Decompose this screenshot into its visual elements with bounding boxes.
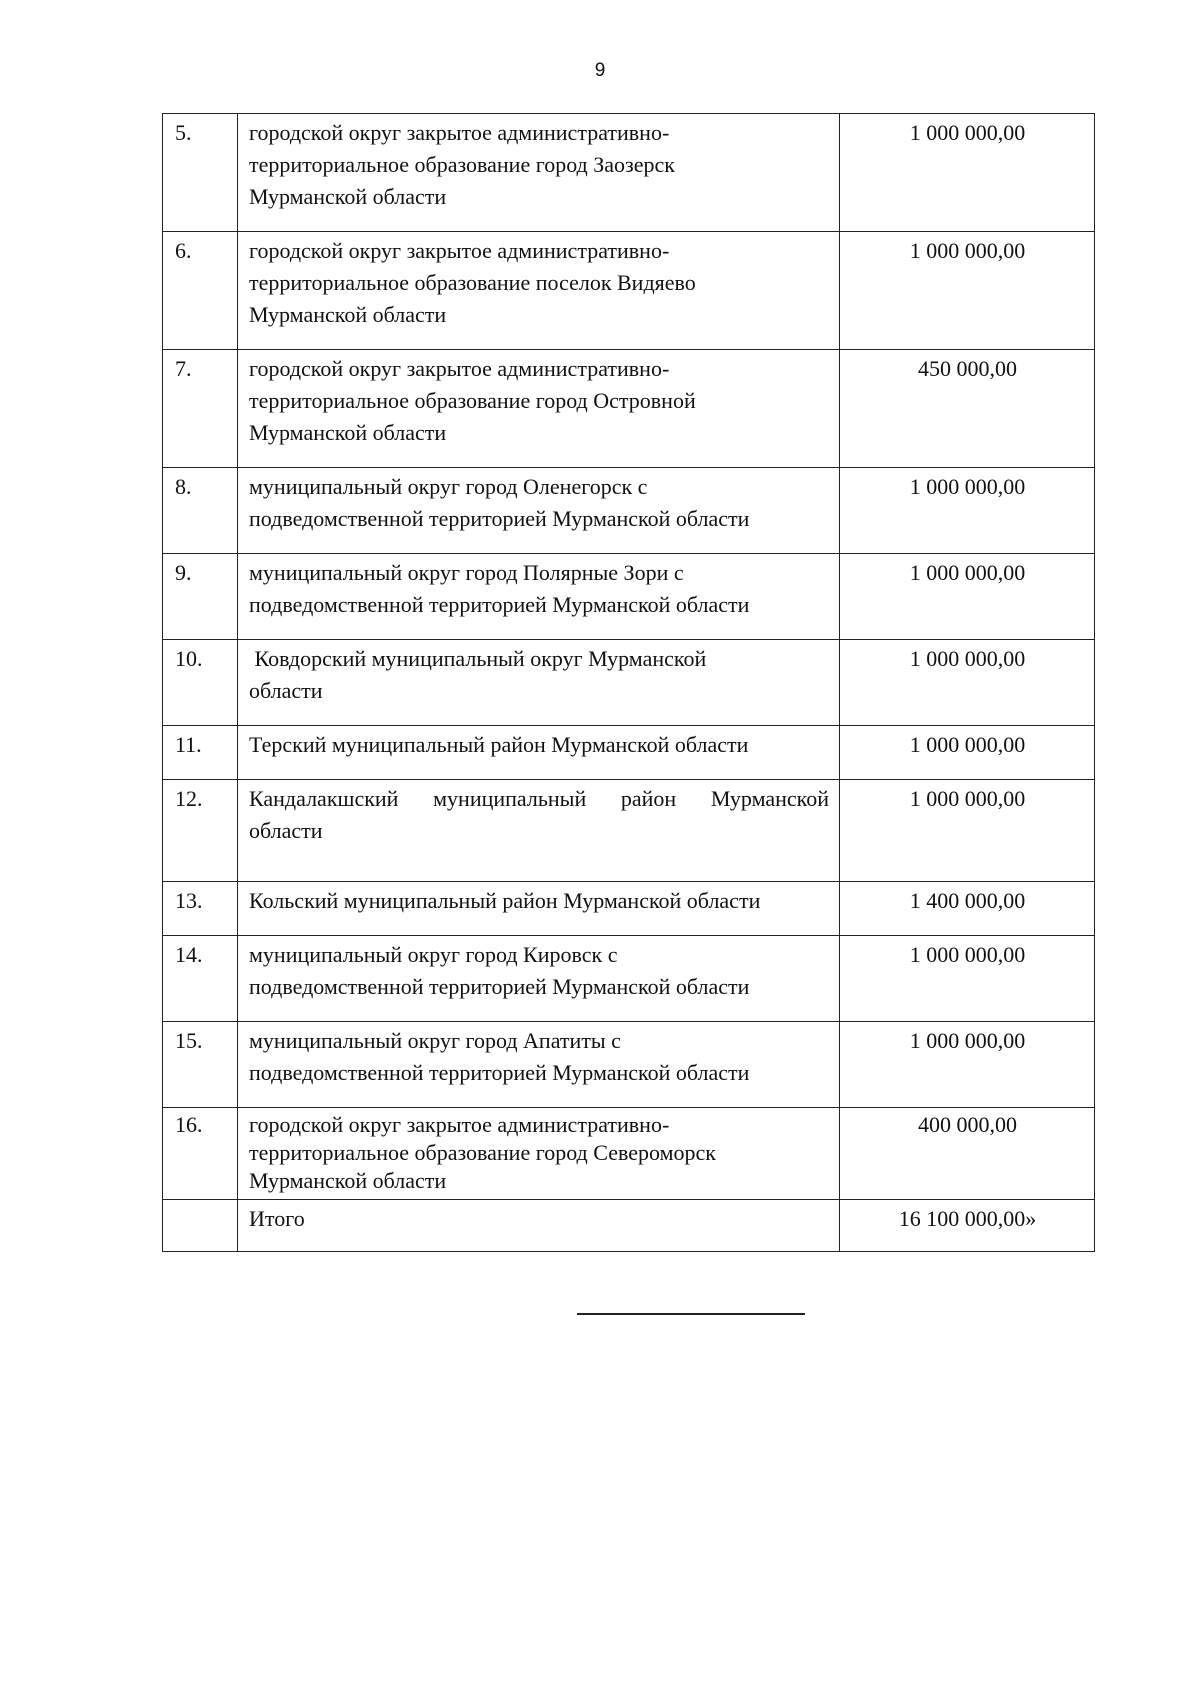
- row-number: 9.: [163, 554, 238, 640]
- table-row: [163, 780, 1095, 882]
- name-line: Мурманской области: [249, 184, 447, 209]
- table-row: [163, 350, 1095, 468]
- municipality-name: [238, 882, 840, 936]
- name-line: подведомственной территорией Мурманской области: [249, 506, 750, 531]
- municipality-name: [238, 640, 840, 726]
- table-row: [163, 936, 1095, 1022]
- name-line: Мурманской области: [249, 1168, 447, 1193]
- row-number: 6.: [163, 232, 238, 350]
- municipality-name: [238, 936, 840, 1022]
- table-row: [163, 114, 1095, 232]
- row-number: 8.: [163, 468, 238, 554]
- amount: 1 000 000,00: [840, 726, 1095, 780]
- name-line: территориальное образование поселок Видяево: [249, 270, 696, 295]
- table-row: [163, 468, 1095, 554]
- name-line: подведомственной территорией Мурманской области: [249, 592, 750, 617]
- amount: 400 000,00: [840, 1108, 1095, 1200]
- name-line: Мурманской области: [249, 420, 447, 445]
- amount: 1 000 000,00: [840, 936, 1095, 1022]
- row-number: 11.: [163, 726, 238, 780]
- total-row: [163, 1200, 1095, 1252]
- table-row: [163, 232, 1095, 350]
- municipality-name: [238, 350, 840, 468]
- row-number: 14.: [163, 936, 238, 1022]
- municipality-name: [238, 1022, 840, 1108]
- municipality-name: [238, 1108, 840, 1200]
- name-line: городской округ закрытое административно-: [249, 120, 670, 145]
- name-line: городской округ закрытое административно-: [249, 356, 670, 381]
- amount: 1 000 000,00: [840, 554, 1095, 640]
- municipality-name: [238, 114, 840, 232]
- name-line: муниципальный округ город Апатиты с: [249, 1028, 621, 1053]
- name-line: территориальное образование город Заозерск: [249, 152, 675, 177]
- table-row: [163, 1022, 1095, 1108]
- allocation-table: [162, 113, 1095, 1252]
- municipality-name: [238, 232, 840, 350]
- table-row: [163, 640, 1095, 726]
- total-label: Итого: [238, 1200, 840, 1252]
- name-line: области: [249, 678, 323, 703]
- total-amount: 16 100 000,00»: [840, 1200, 1095, 1252]
- row-number: 15.: [163, 1022, 238, 1108]
- name-line: Ковдорский муниципальный округ Мурманской: [249, 646, 707, 671]
- name-line: городской округ закрытое административно-: [249, 1112, 670, 1137]
- name-line: городской округ закрытое административно-: [249, 238, 670, 263]
- amount: 1 000 000,00: [840, 468, 1095, 554]
- table-row: [163, 882, 1095, 936]
- name-line: муниципальный округ город Оленегорск с: [249, 474, 648, 499]
- row-number: 13.: [163, 882, 238, 936]
- row-number: 12.: [163, 780, 238, 882]
- row-number: 5.: [163, 114, 238, 232]
- municipality-name: [238, 554, 840, 640]
- name-line: территориальное образование город Североморск: [249, 1140, 716, 1165]
- amount: 1 400 000,00: [840, 882, 1095, 936]
- table-row: [163, 554, 1095, 640]
- name-line: подведомственной территорией Мурманской области: [249, 1060, 750, 1085]
- name-line: области: [249, 818, 323, 843]
- amount: 450 000,00: [840, 350, 1095, 468]
- amount: 1 000 000,00: [840, 232, 1095, 350]
- row-number: 7.: [163, 350, 238, 468]
- municipality-name: [238, 468, 840, 554]
- name-line: муниципальный округ город Полярные Зори с: [249, 560, 684, 585]
- name-line: Кандалакшский муниципальный район Мурманской: [249, 786, 829, 811]
- amount: 1 000 000,00: [840, 640, 1095, 726]
- row-number: 10.: [163, 640, 238, 726]
- name-line: Мурманской области: [249, 302, 447, 327]
- table-row: [163, 1108, 1095, 1200]
- name-line: территориальное образование город Островной: [249, 388, 696, 413]
- closing-line: [577, 1313, 805, 1315]
- amount: 1 000 000,00: [840, 780, 1095, 882]
- amount: 1 000 000,00: [840, 1022, 1095, 1108]
- name-line: муниципальный округ город Кировск с: [249, 942, 618, 967]
- total-number-cell: [163, 1200, 238, 1252]
- municipality-name: [238, 726, 840, 780]
- name-line: подведомственной территорией Мурманской области: [249, 974, 750, 999]
- row-number: 16.: [163, 1108, 238, 1200]
- amount: 1 000 000,00: [840, 114, 1095, 232]
- table-row: [163, 726, 1095, 780]
- name-line: Терский муниципальный район Мурманской области: [249, 732, 749, 757]
- page-number: 9: [594, 60, 606, 81]
- municipality-name: [238, 780, 840, 882]
- name-line: Кольский муниципальный район Мурманской области: [249, 888, 761, 913]
